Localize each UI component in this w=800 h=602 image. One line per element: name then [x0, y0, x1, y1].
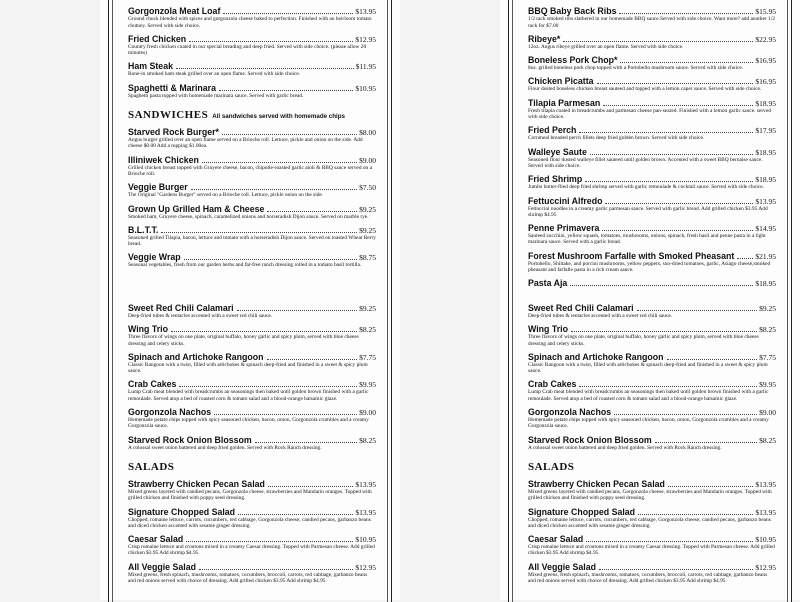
menu-item-price: $12.95 [355, 34, 376, 44]
menu-item [128, 379, 376, 402]
menu-item-name: Veggie Burger [128, 182, 188, 193]
menu-item [528, 479, 776, 502]
menu-item-description: Three flavors of wings on one plate, original buffalo, honey garlic and spicy plum, served with blue cheese dressing and celery sticks. [128, 334, 359, 347]
menu-item-price: $7.75 [759, 352, 776, 362]
menu-item-header [128, 507, 376, 517]
menu-item-name: Boneless Pork Chop* [528, 55, 618, 66]
dot-leader [571, 331, 757, 332]
menu-item-name: All Veggie Salad [128, 561, 196, 572]
menu-item [528, 55, 776, 71]
menu-item-header [528, 55, 776, 65]
menu-item-price: $7.75 [359, 352, 376, 362]
menu-item-name: Wing Trio [128, 324, 168, 335]
menu-item-price: $14.95 [755, 224, 776, 234]
menu-item-name: Wing Trio [528, 324, 568, 335]
dot-leader [199, 569, 353, 570]
menu-item-description: A colossal sweet onion battered and deep fried golden. Served with Rock Ranch dressing. [528, 444, 722, 451]
menu-item-header [528, 352, 776, 362]
menu-item-header [128, 252, 376, 262]
dot-leader [597, 83, 754, 84]
dot-leader [605, 203, 753, 204]
menu-item-header [128, 407, 376, 417]
dot-leader [214, 414, 357, 415]
section-note: All sandwiches served with homemade chips [212, 113, 345, 121]
menu-item-header [128, 127, 376, 137]
menu-item-header [528, 435, 776, 445]
menu-item-name: Starved Rock Onion Blossom [528, 434, 652, 445]
menu-item-description: Lump Crab meat blended with breadcrumbs an seasonings then baked until golden brown finished with a garlic remoulade. Served atop a bed of roasted corn & tomato salad and a blood-orange balsamic glaze. [528, 389, 769, 402]
menu-item-header [528, 251, 776, 261]
menu-item-header [128, 303, 376, 313]
menu-panel-bottom-right [500, 300, 800, 600]
menu-item-description: Crisp romaine lettuce and croutons mixed in a creamy Caesar dressing. Topped with Parmesan cheese. Add grilled chicken $3.95 Add shrimp $4.95 [128, 544, 375, 557]
menu-item-name: Caesar Salad [128, 534, 184, 545]
menu-item-price: $9.25 [359, 204, 376, 214]
menu-item-price: $18.95 [755, 147, 776, 157]
section-title-salads: SALADS [528, 460, 575, 473]
menu-item-name: B.L.T.T. [128, 224, 159, 235]
dot-leader [238, 514, 353, 515]
menu-item-description: Mixed greens, fresh spinach, mushrooms, tomatoes, cucumbers, broccoli, carrots, red cabbage, garbanzo beans and red onions served with choice of dressing. Add grilled chicken $3.95 Add shrimp $4.95 [528, 571, 768, 585]
menu-item [128, 155, 376, 178]
dot-leader [222, 134, 357, 135]
menu-panel-top-left [100, 0, 400, 300]
menu-item-description: Homemade potato chips topped with spicy seasoned chicken, bacon, onion, Gorgonzola crumbles and a creamy Gorgonzola sauce. [128, 417, 369, 430]
menu-item [528, 379, 776, 402]
menu-item-price: $16.95 [755, 56, 776, 66]
menu-item-description: Portobello, Shiitake, and porcini mushrooms, yellow peppers, sun-dried tomatoes, garlic, Asiago cheese,smoked pheasant and farfalle pasta in a rich cream sauce. [528, 260, 771, 274]
dot-leader [186, 541, 353, 542]
menu-item [128, 562, 376, 585]
dot-leader [579, 132, 753, 133]
menu-item [128, 225, 376, 248]
menu-item-header [528, 76, 776, 86]
dot-leader [579, 386, 757, 387]
menu-item-description: Country fresh chicken coated in our special breading and deep fried. Served with side choice. (please allow 20 minutes) [128, 43, 367, 57]
menu-item-price: $12.95 [755, 562, 776, 572]
dot-leader [563, 41, 753, 42]
menu-item-name: Tilapia Parmesan [528, 97, 601, 108]
menu-item-description: Smoked ham, Gruyere cheese, spinach, caramelized onions and horseradish Dijon sauce. Served on marble rye. [128, 213, 369, 220]
dot-leader [603, 105, 753, 106]
menu-item-header [128, 534, 376, 544]
dot-leader [268, 486, 353, 487]
menu-item-price: $18.95 [755, 175, 776, 185]
menu-item-header [528, 303, 776, 313]
dot-leader [267, 359, 358, 360]
dot-leader [667, 359, 758, 360]
menu-item [528, 6, 776, 29]
menu-item-name: Fried Chicken [128, 33, 187, 44]
menu-item-price: $9.00 [359, 155, 376, 165]
dot-leader [171, 331, 357, 332]
menu-item-description: 1/2 rack smoked ribs slathered in our homemade BBQ sauce.Served with side choice. Want more? add another 1/2 rack for $7.00 [528, 16, 775, 29]
menu-item-description: Cornmeal breaded perch fillets deep fried golden brown. Served with side choice. [528, 135, 705, 142]
menu-item [128, 352, 376, 375]
menu-item-name: Crab Cakes [528, 379, 577, 390]
menu-item-name: Illiniwek Chicken [128, 154, 199, 165]
menu-item-description: Fresh tilapia coated in breadcrumbs and parmesan cheese pan-seared. Finished with a lemon garlic sauce. served with side choice. [528, 107, 771, 121]
menu-item-name: Forest Mushroom Farfalle with Smoked Pheasant [528, 250, 735, 261]
dot-leader [590, 154, 754, 155]
menu-item [128, 324, 376, 347]
menu-item-header [528, 34, 776, 44]
menu-item-name: Strawberry Chicken Pecan Salad [528, 478, 665, 489]
menu-item-price: $18.95 [755, 98, 776, 108]
menu-item-price: $21.95 [755, 251, 776, 261]
menu-item-description: Mixed greens, fresh spinach, mushrooms, tomatoes, cucumbers, broccoli, carrots, red cabbage, garbanzo beans and red onions served with choice of dressing. Add grilled chicken $3.95 Add shrimp $4.95 [128, 571, 368, 585]
menu-item-header [528, 147, 776, 157]
menu-item [128, 303, 376, 319]
dot-leader [202, 162, 357, 163]
menu-item-name: Gorgonzola Meat Loaf [128, 6, 221, 17]
menu-item-description: Seasoned flour dusted walleye fillet sauteed until golden brown. Accented with a sweet BBQ bernaise sauce. Served with side choice. [528, 156, 763, 169]
menu-item-name: BBQ Baby Back Ribs [528, 6, 617, 17]
menu-item-price: $11.95 [355, 62, 376, 72]
menu-item-header [128, 225, 376, 235]
menu-item-name: Caesar Salad [528, 534, 584, 545]
menu-item-description: A colossal sweet onion battered and deep fried golden. Served with Rock Ranch dressing. [128, 444, 322, 451]
menu-item [128, 204, 376, 220]
dot-leader [184, 259, 357, 260]
menu-item-header [528, 562, 776, 572]
menu-item-price: $8.25 [359, 435, 376, 445]
menu-item-description: Chopped, romaine lettuce, carrots, cucumbers, red cabbage, Gorgonzola cheese, candied pecans, garbanzo beans and diced chicken accented with sesame ginger dressing. [128, 516, 371, 529]
panel-content [528, 0, 776, 293]
menu-item-header [128, 379, 376, 389]
menu-item-header [528, 324, 776, 334]
menu-item [528, 125, 776, 141]
menu-item-header [528, 125, 776, 135]
menu-item-header [128, 182, 376, 192]
menu-item-header [128, 34, 376, 44]
dot-leader [614, 414, 757, 415]
dot-leader [638, 514, 753, 515]
menu-item [128, 61, 376, 77]
menu-item [528, 352, 776, 375]
menu-item [528, 76, 776, 92]
menu-item-description: Flour dusted boneless chicken breast sauteed and topped with a lemon caper sauce. Served with side choice. [528, 86, 762, 93]
menu-item-name: Fried Shrimp [528, 174, 583, 185]
menu-item-price: $18.95 [755, 279, 776, 289]
menu-item-price: $9.25 [759, 304, 776, 313]
menu-item-name: Chicken Picatta [528, 76, 594, 87]
menu-item-name: Spinach and Artichoke Rangoon [128, 351, 264, 362]
menu-item-price: $13.95 [355, 7, 376, 17]
dot-leader [219, 90, 353, 91]
menu-item-header [128, 83, 376, 93]
menu-item-header [528, 407, 776, 417]
menu-item-name: Starved Rock Onion Blossom [128, 434, 252, 445]
dot-leader [637, 310, 758, 311]
dot-leader [255, 442, 357, 443]
menu-item-price: $13.95 [355, 507, 376, 517]
menu-item-name: Gorgonzola Nachos [128, 407, 212, 418]
menu-item-description: Seasoned grilled Tilapia, bacon, lettuce and tomato with a horseradish Dijon sauce. Served on toasted Wheat Berry bread. [128, 234, 376, 248]
menu-item [128, 182, 376, 198]
menu-item-description: Three flavors of wings on one plate, original buffalo, honey garlic and spicy plum, served with blue cheese dressing and celery sticks. [528, 334, 759, 347]
panel-content [128, 303, 376, 589]
menu-item-description: The Original "Gardens Burger" served on a Brioche roll. Lettuce, pickle onion on the side. [128, 192, 324, 199]
menu-item [528, 534, 776, 557]
menu-item-price: $22.95 [755, 34, 776, 44]
menu-item-header [528, 278, 776, 288]
menu-item-name: Signature Chopped Salad [528, 506, 636, 517]
menu-item-price: $13.95 [755, 479, 776, 489]
menu-item [528, 435, 776, 451]
menu-item-price: $8.25 [759, 325, 776, 335]
dot-leader [161, 232, 357, 233]
menu-item-description: Fettuccini noodles in a creamy garlic parmesan sauce. Served with garlic bread. Add grilled chicken $3.95 Add shrimp $4.95 [528, 205, 768, 218]
menu-item [528, 34, 776, 50]
menu-item-price: $9.00 [359, 408, 376, 418]
menu-item-description: Bone-in smoked ham steak grilled over an open flame. Served with side choice. [128, 71, 301, 78]
menu-item-description: Mixed greens layered with candied pecans, Gorgonzola cheese, strawberries and Mandarin oranges. Topped with grilled chicken and finished with poppy seed dressing. [528, 488, 772, 502]
menu-item-name: Fried Perch [528, 125, 577, 136]
menu-item [528, 278, 776, 288]
menu-item-description: Lump Crab meat blended with breadcrumbs an seasonings then baked until golden brown finished with a garlic remoulade. Served atop a bed of roasted corn & tomato salad and a blood-orange balsamic glaze. [128, 389, 369, 402]
menu-item [528, 562, 776, 585]
menu-item-description: Deep-fried tubes & tentacles accented with a sweet red chili sauce. [128, 313, 273, 319]
menu-item-name: Sweet Red Chili Calamari [528, 303, 634, 313]
dot-leader [179, 386, 357, 387]
menu-item-header [528, 534, 776, 544]
menu-item-description: Deep-fried tubes & tentacles accented with a sweet red chili sauce. [528, 313, 673, 319]
menu-item-price: $9.25 [359, 225, 376, 235]
menu-item-price: $17.95 [755, 126, 776, 136]
menu-item [528, 98, 776, 121]
menu-item-description: Classic Rangoon with a twist, filled with artichokes & spinach deep-fried and finished in a sweet & spicy plum sauce. [128, 361, 368, 375]
menu-item-name: Gorgonzola Nachos [528, 407, 612, 418]
menu-item-price: $13.95 [755, 196, 776, 206]
menu-item [528, 196, 776, 219]
menu-item-name: Spinach and Artichoke Rangoon [528, 351, 664, 362]
dot-leader [586, 541, 753, 542]
menu-item-name: Ribeye* [528, 33, 561, 44]
menu-item-price: $10.95 [355, 535, 376, 545]
dot-leader [223, 13, 353, 14]
menu-item-name: Ham Steak [128, 61, 173, 72]
menu-item-price: $8.25 [359, 325, 376, 335]
menu-item [528, 407, 776, 430]
menu-panel-top-right [500, 0, 800, 300]
menu-item-header [128, 562, 376, 572]
menu-item [128, 83, 376, 99]
menu-item-price: $9.95 [759, 380, 776, 390]
menu-item-name: Walleye Saute [528, 146, 587, 157]
dot-leader [599, 569, 753, 570]
menu-panel-bottom-left [100, 300, 400, 600]
menu-item-name: All Veggie Salad [528, 561, 596, 572]
menu-item-header [128, 352, 376, 362]
menu-item-header [528, 6, 776, 16]
section-title-salads: SALADS [128, 460, 175, 473]
menu-item-name: Signature Chopped Salad [128, 506, 236, 517]
dot-leader [668, 486, 753, 487]
menu-item-description: Classic Rangoon with a twist, filled with artichokes & spinach deep-fried and finished in a sweet & spicy plum sauce. [528, 361, 768, 375]
menu-item-price: $10.95 [755, 535, 776, 545]
menu-item-description: 8oz. grilled boneless pork chop topped with a Portobello mushroom sauce. Served with side choice. [528, 65, 744, 72]
menu-item-description: Homemade potato chips topped with spicy seasoned chicken, bacon, onion, Gorgonzola crumbles and a creamy Gorgonzola sauce. [528, 417, 769, 430]
menu-item-header [128, 6, 376, 16]
menu-item [128, 252, 376, 268]
menu-item-price: $13.95 [355, 479, 376, 489]
menu-item-name: Pasta Aja [528, 278, 568, 289]
menu-item-header [528, 507, 776, 517]
menu-item-description: Ground chuck blended with spices and gorgonzola cheese baked to perfection. Finished with an heirloom tomato chutney. Served with side choice. [128, 16, 372, 29]
menu-item-price: $13.95 [755, 507, 776, 517]
menu-item [528, 174, 776, 190]
menu-item [128, 34, 376, 57]
carryover-text [528, 0, 776, 1]
menu-item-header [528, 174, 776, 184]
dot-leader [737, 258, 753, 259]
dot-leader [602, 230, 753, 231]
menu-item-price: $16.95 [755, 77, 776, 87]
menu-item [528, 324, 776, 347]
dot-leader [267, 211, 357, 212]
carryover-text [128, 0, 376, 1]
dot-leader [619, 13, 753, 14]
menu-item-price: $7.50 [359, 183, 376, 193]
menu-item-header [528, 223, 776, 233]
menu-item [528, 303, 776, 319]
menu-item-description: 12oz. Angus ribeye grilled over an open flame. Served with side choice. [528, 43, 684, 50]
dot-leader [585, 181, 753, 182]
menu-item [528, 251, 776, 274]
menu-item-price: $9.95 [359, 380, 376, 390]
menu-item-description: Grilled chicken breast topped with Gruyere cheese, bacon, chipotle-roasted garlic aioli & BBQ sauce served on a Brioche roll. [128, 164, 372, 177]
menu-item-price: $12.95 [355, 562, 376, 572]
menu-item-header [128, 204, 376, 214]
dot-leader [176, 68, 354, 69]
dot-leader [237, 310, 358, 311]
menu-item-description: Jumbo butter-flied deep fried shrimp served with garlic remoulade & cocktail sauce. Served with side choice. [528, 184, 764, 191]
menu-item-description: Spaghetti pasta topped with homemade marinara sauce. Served with garlic bread. [128, 92, 304, 99]
menu-item [128, 127, 376, 150]
menu-item [128, 479, 376, 502]
menu-item-description: Mixed greens layered with candied pecans, Gorgonzola cheese, strawberries and Mandarin oranges. Topped with grilled chicken and finished with poppy seed dressing. [128, 488, 372, 502]
menu-item-header [528, 98, 776, 108]
dot-leader [191, 189, 357, 190]
menu-item-price: $8.25 [759, 435, 776, 445]
menu-item-name: Spaghetti & Marinara [128, 82, 216, 93]
menu-item-description: Seasonal vegetables, fresh from our garden herbs and fat-free ranch dressing rolled in a tomato basil tortilla. [128, 262, 362, 269]
menu-item [128, 6, 376, 29]
menu-item-name: Strawberry Chicken Pecan Salad [128, 478, 265, 489]
dot-leader [570, 285, 753, 286]
menu-item [528, 507, 776, 530]
menu-item-header [128, 61, 376, 71]
dot-leader [620, 62, 753, 63]
menu-item-price: $10.95 [355, 83, 376, 93]
menu-item [128, 534, 376, 557]
dot-leader [655, 442, 757, 443]
menu-item [528, 223, 776, 246]
menu-item-header [528, 379, 776, 389]
menu-item-name: Starved Rock Burger* [128, 127, 219, 138]
section-title-sandwiches [128, 109, 376, 121]
menu-item-description: Sauteed zucchini, yellow squash, tomatoes, mushrooms, onions, spinach, fresh basil and penne pasta in a light marinara sauce. Served with a garlic bread. [528, 233, 766, 246]
menu-item-name: Penne Primavera [528, 223, 600, 234]
menu-item-header [528, 479, 776, 489]
menu-item-header [128, 155, 376, 165]
menu-item-description: Crisp romaine lettuce and croutons mixed in a creamy Caesar dressing. Topped with Parmesan cheese. Add grilled chicken $3.95 Add shrimp $4.95 [528, 544, 775, 557]
menu-item-price: $9.00 [759, 408, 776, 418]
panel-content [128, 0, 376, 274]
menu-item [128, 407, 376, 430]
section-title-text: SANDWICHES [128, 109, 209, 122]
menu-item-header [128, 324, 376, 334]
menu-item-name: Sweet Red Chili Calamari [128, 303, 234, 313]
menu-item-name: Fettuccini Alfredo [528, 195, 603, 206]
menu-item-name: Veggie Wrap [128, 252, 181, 263]
menu-item-price: $8.75 [359, 253, 376, 263]
panel-content [528, 303, 776, 589]
menu-item-header [528, 196, 776, 206]
menu-item [528, 147, 776, 170]
menu-item-price: $15.95 [755, 7, 776, 17]
menu-item-name: Grown Up Grilled Ham & Cheese [128, 203, 265, 214]
menu-item [128, 435, 376, 451]
dot-leader [189, 41, 353, 42]
menu-item-description: Angus burger grilled over an open flame served on a Brioche roll. Lettuce, pickle and onion on the side. Add cheese $0.00 Add a topping $1.00ea. [128, 137, 363, 150]
menu-item-header [128, 435, 376, 445]
menu-item [128, 507, 376, 530]
menu-item-price: $8.00 [359, 128, 376, 138]
menu-item-name: Crab Cakes [128, 379, 177, 390]
menu-item-description: Chopped, romaine lettuce, carrots, cucumbers, red cabbage, Gorgonzola cheese, candied pecans, garbanzo beans and diced chicken accented with sesame ginger dressing. [528, 516, 771, 529]
menu-item-price: $9.25 [359, 304, 376, 313]
menu-item-header [128, 479, 376, 489]
